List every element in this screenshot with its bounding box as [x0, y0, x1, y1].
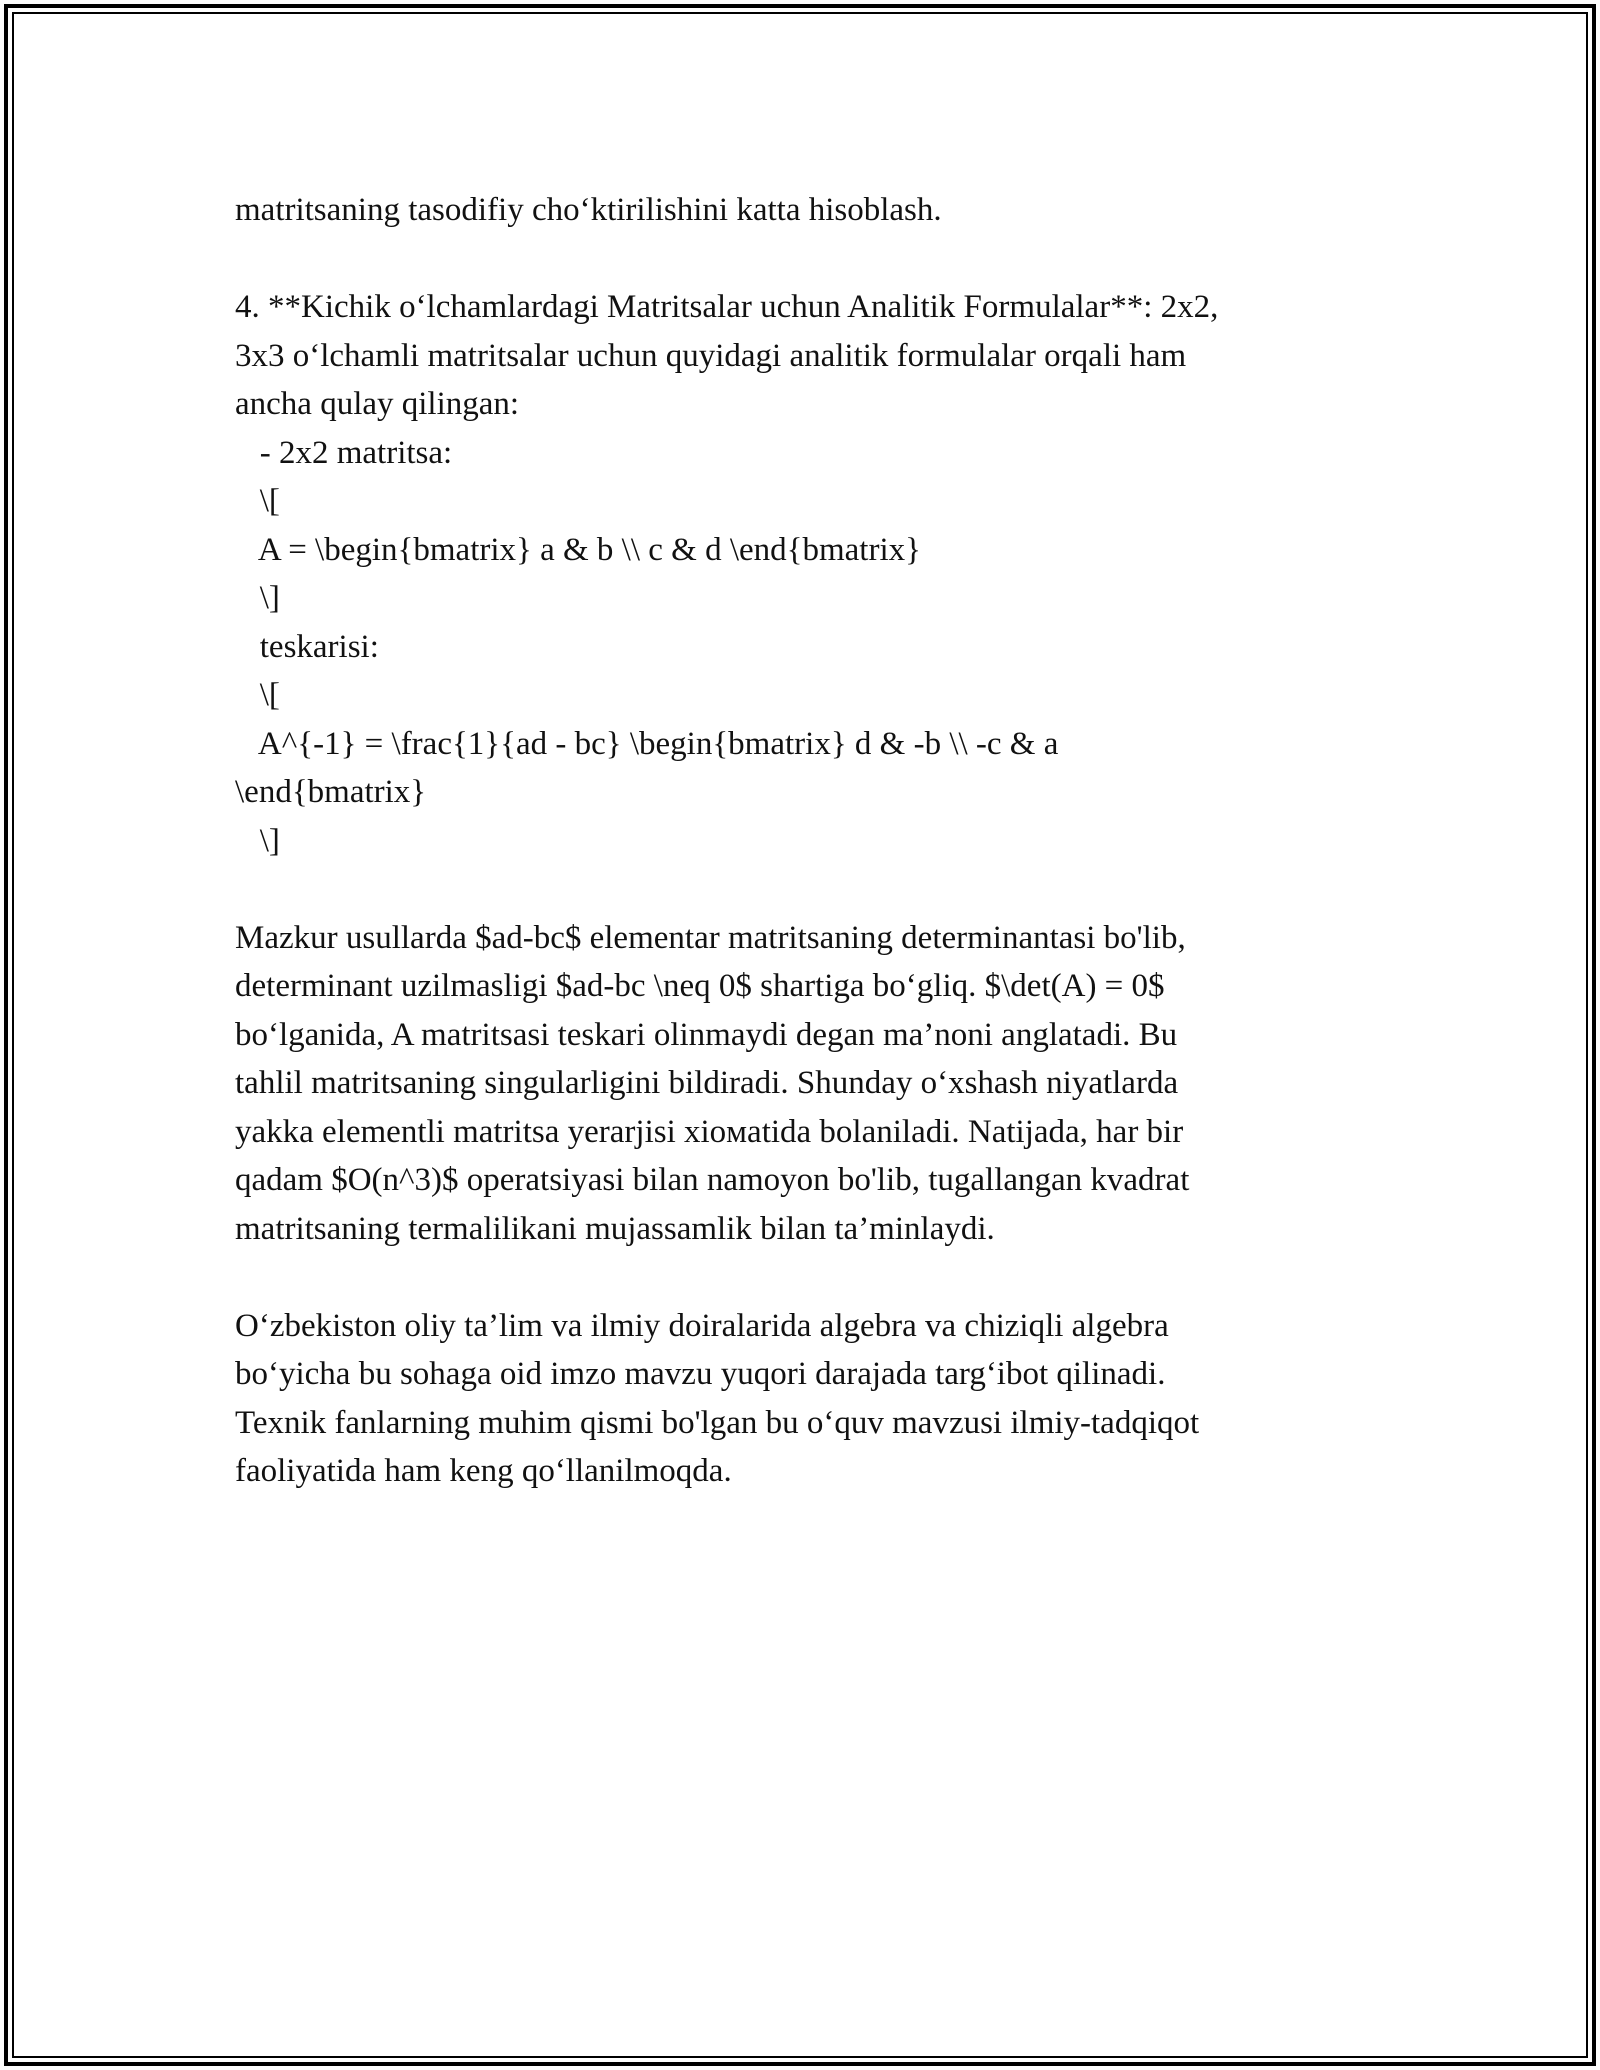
text-line: tahlil matritsaning singularligini bildiradi. Shunday o‘xshash niyatlarda [235, 1065, 1179, 1101]
text-line: Texnik fanlarning muhim qismi bo'lgan bu o‘quv mavzusi ilmiy-tadqiqot [235, 1404, 1200, 1441]
text-line: bo‘yicha bu sohaga oid imzo mavzu yuqori darajada targ‘ibot qilinadi. [235, 1356, 1166, 1392]
latex-inverse-formula-cont: \end{bmatrix} [235, 774, 427, 810]
continuation-paragraph [235, 186, 1355, 235]
latex-close: \] [235, 822, 280, 859]
text-line: qadam $O(n^3)$ operatsiyasi bilan namoyon bo'lib, tugallangan kvadrat [235, 1162, 1190, 1198]
text-line: determinant uzilmasligi $ad-bc \neq 0$ shartiga bo‘gliq. $\det(A) = 0$ [235, 968, 1165, 1004]
latex-matrix-a: A = \begin{bmatrix} a & b \\ c & d \end{bmatrix} [235, 531, 921, 568]
text-line: O‘zbekiston oliy ta’lim va ilmiy doiralarida algebra va chiziqli algebra [235, 1307, 1169, 1344]
text-line: matritsaning termalilikani mujassamlik bilan ta’minlaydi. [235, 1210, 995, 1247]
paragraph-gap [235, 865, 1355, 914]
text-line: matritsaning tasodifiy cho‘ktirilishini katta hisoblash. [235, 192, 942, 228]
latex-inverse-formula: A^{-1} = \frac{1}{ad - bc} \begin{bmatrix} d & -b \\ -c & a [235, 725, 1059, 762]
text-line: Mazkur usullarda $ad-bc$ elementar matritsaning determinantasi bo'lib, [235, 919, 1186, 956]
text-line: 3x3 o‘lchamli matritsalar uchun quyidagi analitik formulalar orqali ham [235, 337, 1187, 374]
document-body [235, 186, 1355, 1496]
paragraph-gap [235, 235, 1355, 284]
latex-close: \] [235, 580, 280, 616]
paragraph-gap [235, 1253, 1355, 1302]
latex-open: \[ [235, 483, 280, 519]
inverse-label: teskarisi: [235, 628, 379, 665]
text-line: faoliyatida ham keng qo‘llanilmoqda. [235, 1453, 732, 1489]
section-4-heading-line: 4. **Kichik o‘lchamlardagi Matritsalar uchun Analitik Formulalar**: 2x2, [235, 289, 1219, 325]
paragraph-uzbekistan [235, 1302, 1355, 1496]
text-line: bo‘lganida, A matritsasi teskari olinmaydi degan ma’noni anglatadi. Bu [235, 1016, 1178, 1053]
text-line: yakka elementli matritsa yerarjisi xioмatida bolaniladi. Natijada, har bir [235, 1113, 1184, 1150]
latex-open: \[ [235, 677, 280, 713]
text-line: ancha qulay qilingan: [235, 386, 520, 422]
list-item-2x2: - 2x2 matritsa: [235, 434, 453, 471]
paragraph-determinant [235, 914, 1355, 1254]
section-4-analytic-formulas [235, 283, 1355, 865]
